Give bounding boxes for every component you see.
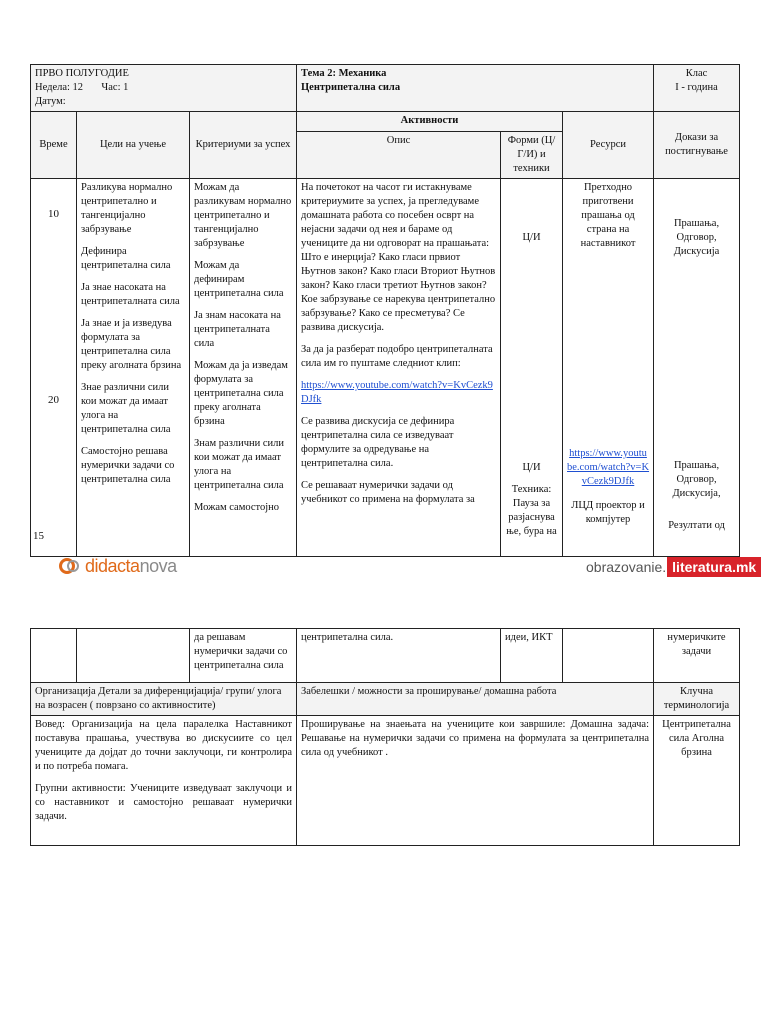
lesson-plan-table	[30, 64, 740, 557]
description-paragraph: Се развива дискусија се дефинира центрипетална сила се изведуваат формулите за одредување на центрипетална сила.	[301, 416, 455, 469]
terminology-cell: Центрипетална сила Аголна брзина	[654, 716, 740, 846]
col-description-header: Опис	[297, 132, 501, 179]
notes-paragraph: Проширување на знаењата на учениците кои завршиле: Домашна задача: Решавање на нумерички задачи со примена на формулата за центрипетална сила од учебникот .	[301, 719, 649, 758]
topic-title: Тема 2: Механика	[301, 68, 387, 79]
logo-part-a: di	[85, 555, 99, 576]
criterion-item: Знам различни сили кои можат да имаат улога на центрипетална сила	[194, 438, 285, 491]
goal-item: Знае различни сили кои можат да имаат улога на центрипетална сила	[81, 382, 171, 435]
form-item: Ц/И	[522, 462, 541, 473]
week-class-label: Недела: 12 Час: 1	[35, 82, 129, 93]
col-activities-header: Активности	[297, 112, 563, 132]
description-paragraph: Се решаваат нумерички задачи од учебникот со примена на формулата за	[301, 480, 475, 505]
logo-obrazovanie: obrazovanie.	[586, 559, 667, 575]
header-class-cell	[654, 65, 740, 112]
col-forms-header: Форми (Ц/Г/И) и техники	[501, 132, 563, 179]
cont-goals-cell	[77, 629, 190, 683]
resource-item: Претходно приготвени прашања од страна на наставникот	[580, 182, 636, 249]
evidence-item: Резултати од	[668, 520, 725, 531]
class-label: Клас	[685, 68, 708, 79]
form-item: Техника: Пауза за разјаснува ње, бура на	[506, 484, 557, 537]
description-paragraph: На почетокот на часот ги истакнуваме критериумите за успех, ја прегледуваме домашната работа со посебен осврт на нејасни задачи од нея и бараме од учениците да ни одговорат на прашањата: Што е инерција? Како гласи првиот Њутнов закон? Како гласи Вториот Њутнов закон? Како гласи третиот Њутнов закон? Кое забрзување се нарекува центрипетално забрзување? Како се пресметува? Се развива дискусија.	[301, 182, 496, 333]
lesson-plan-continuation-table	[30, 628, 740, 846]
literatura-logo	[586, 556, 761, 578]
col-evidence-header: Докази за постигнување	[654, 112, 740, 179]
criterion-item: Можам да разликувам нормално центрипетално и тангенцијално забрзување	[194, 182, 292, 249]
logo-part-c: nova	[139, 555, 177, 576]
criterion-item: Можам самостојно	[194, 502, 279, 513]
form-item: Ц/И	[522, 232, 541, 243]
resource-video-link[interactable]: https://www.youtube.com/watch?v=KvCezk9DJfk	[567, 448, 650, 487]
organization-paragraph: Вовед: Организација на цела паралелка Наставникот поставува прашања, учествува во дискусиите со цел учениците да дојдат до точни заклучоци, ги контролира и по потреба помага.	[35, 719, 292, 772]
col-resources-header: Ресурси	[563, 112, 654, 179]
semester-label: ПРВО ПОЛУГОДИЕ	[35, 68, 129, 79]
evidence-item: Прашања, Одговор, Дискусија,	[672, 460, 721, 499]
criterion-item: Можам да дефинирам центрипетална сила	[194, 260, 284, 299]
evidence-item: Прашања, Одговор, Дискусија	[673, 218, 720, 257]
cont-evidence-cell: нумеричките задачи	[654, 629, 740, 683]
time-2: 20	[48, 394, 59, 406]
col-criteria-header: Критериуми за успех	[190, 112, 297, 179]
date-label: Датум:	[35, 96, 66, 107]
organization-paragraph: Групни активности: Учениците изведуваат заклучоци и со наставникот и самостојно решаваат нумерички задачи.	[35, 783, 292, 822]
col-time-header: Време	[31, 112, 77, 179]
forms-cell	[501, 179, 563, 557]
goals-cell	[77, 179, 190, 557]
goal-item: Самостојно решава нумерички задачи со центрипетална сила	[81, 446, 175, 485]
time-1: 10	[48, 208, 59, 220]
criterion-item: Можам да ја изведам формулата за центрипетална сила преку аголната брзина	[194, 360, 288, 427]
organization-cell	[31, 716, 297, 846]
evidence-cell	[654, 179, 740, 557]
criteria-cell	[190, 179, 297, 557]
didactanova-logo	[59, 554, 177, 578]
goal-item: Разликува нормално центрипетално и тангенцијално забрзување	[81, 182, 173, 235]
resources-cell	[563, 179, 654, 557]
cont-forms-cell: идеи, ИКТ	[501, 629, 563, 683]
video-link[interactable]: https://www.youtube.com/watch?v=KvCezk9DJfk	[301, 380, 493, 405]
description-cell	[297, 179, 501, 557]
class-value: I - година	[675, 82, 718, 93]
goal-item: Ја знае и ја изведува формулата за центрипетална сила преку аголната брзина	[81, 318, 182, 371]
goal-item: Ја знае насоката на центрипеталната сила	[81, 282, 180, 307]
header-topic-cell	[297, 65, 654, 112]
logo-part-b: dacta	[98, 555, 140, 576]
notes-header: Забелешки / можности за проширување/ домашна работа	[297, 683, 654, 716]
goal-item: Дефинира центрипетална сила	[81, 246, 171, 271]
notes-cell	[297, 716, 654, 846]
cont-criteria-cell: да решавам нумерички задачи со центрипетална сила	[190, 629, 297, 683]
description-paragraph: За да ја разберат подобро центрипеталната сила им го пуштаме следниот клип:	[301, 344, 493, 369]
time-3: 15	[33, 530, 44, 542]
organization-header: Организација Детали за диференцијација/ групи/ улога на возрасен ( поврзано со активностите)	[31, 683, 297, 716]
didactanova-logo-mark-icon	[59, 555, 83, 577]
cont-resources-cell	[563, 629, 654, 683]
col-goals-header: Цели на учење	[77, 112, 190, 179]
cont-time-cell	[31, 629, 77, 683]
terminology-header: Клучна терминологија	[654, 683, 740, 716]
cont-description-cell: центрипетална сила.	[297, 629, 501, 683]
lesson-title: Центрипетална сила	[301, 82, 401, 93]
logo-literatura: literatura.mk	[667, 557, 761, 577]
time-cell	[31, 179, 77, 557]
resource-item: ЛЦД проектор и компјутер	[571, 500, 645, 525]
criterion-item: Ја знам насоката на центрипеталната сила	[194, 310, 281, 349]
header-meta-cell	[31, 65, 297, 112]
